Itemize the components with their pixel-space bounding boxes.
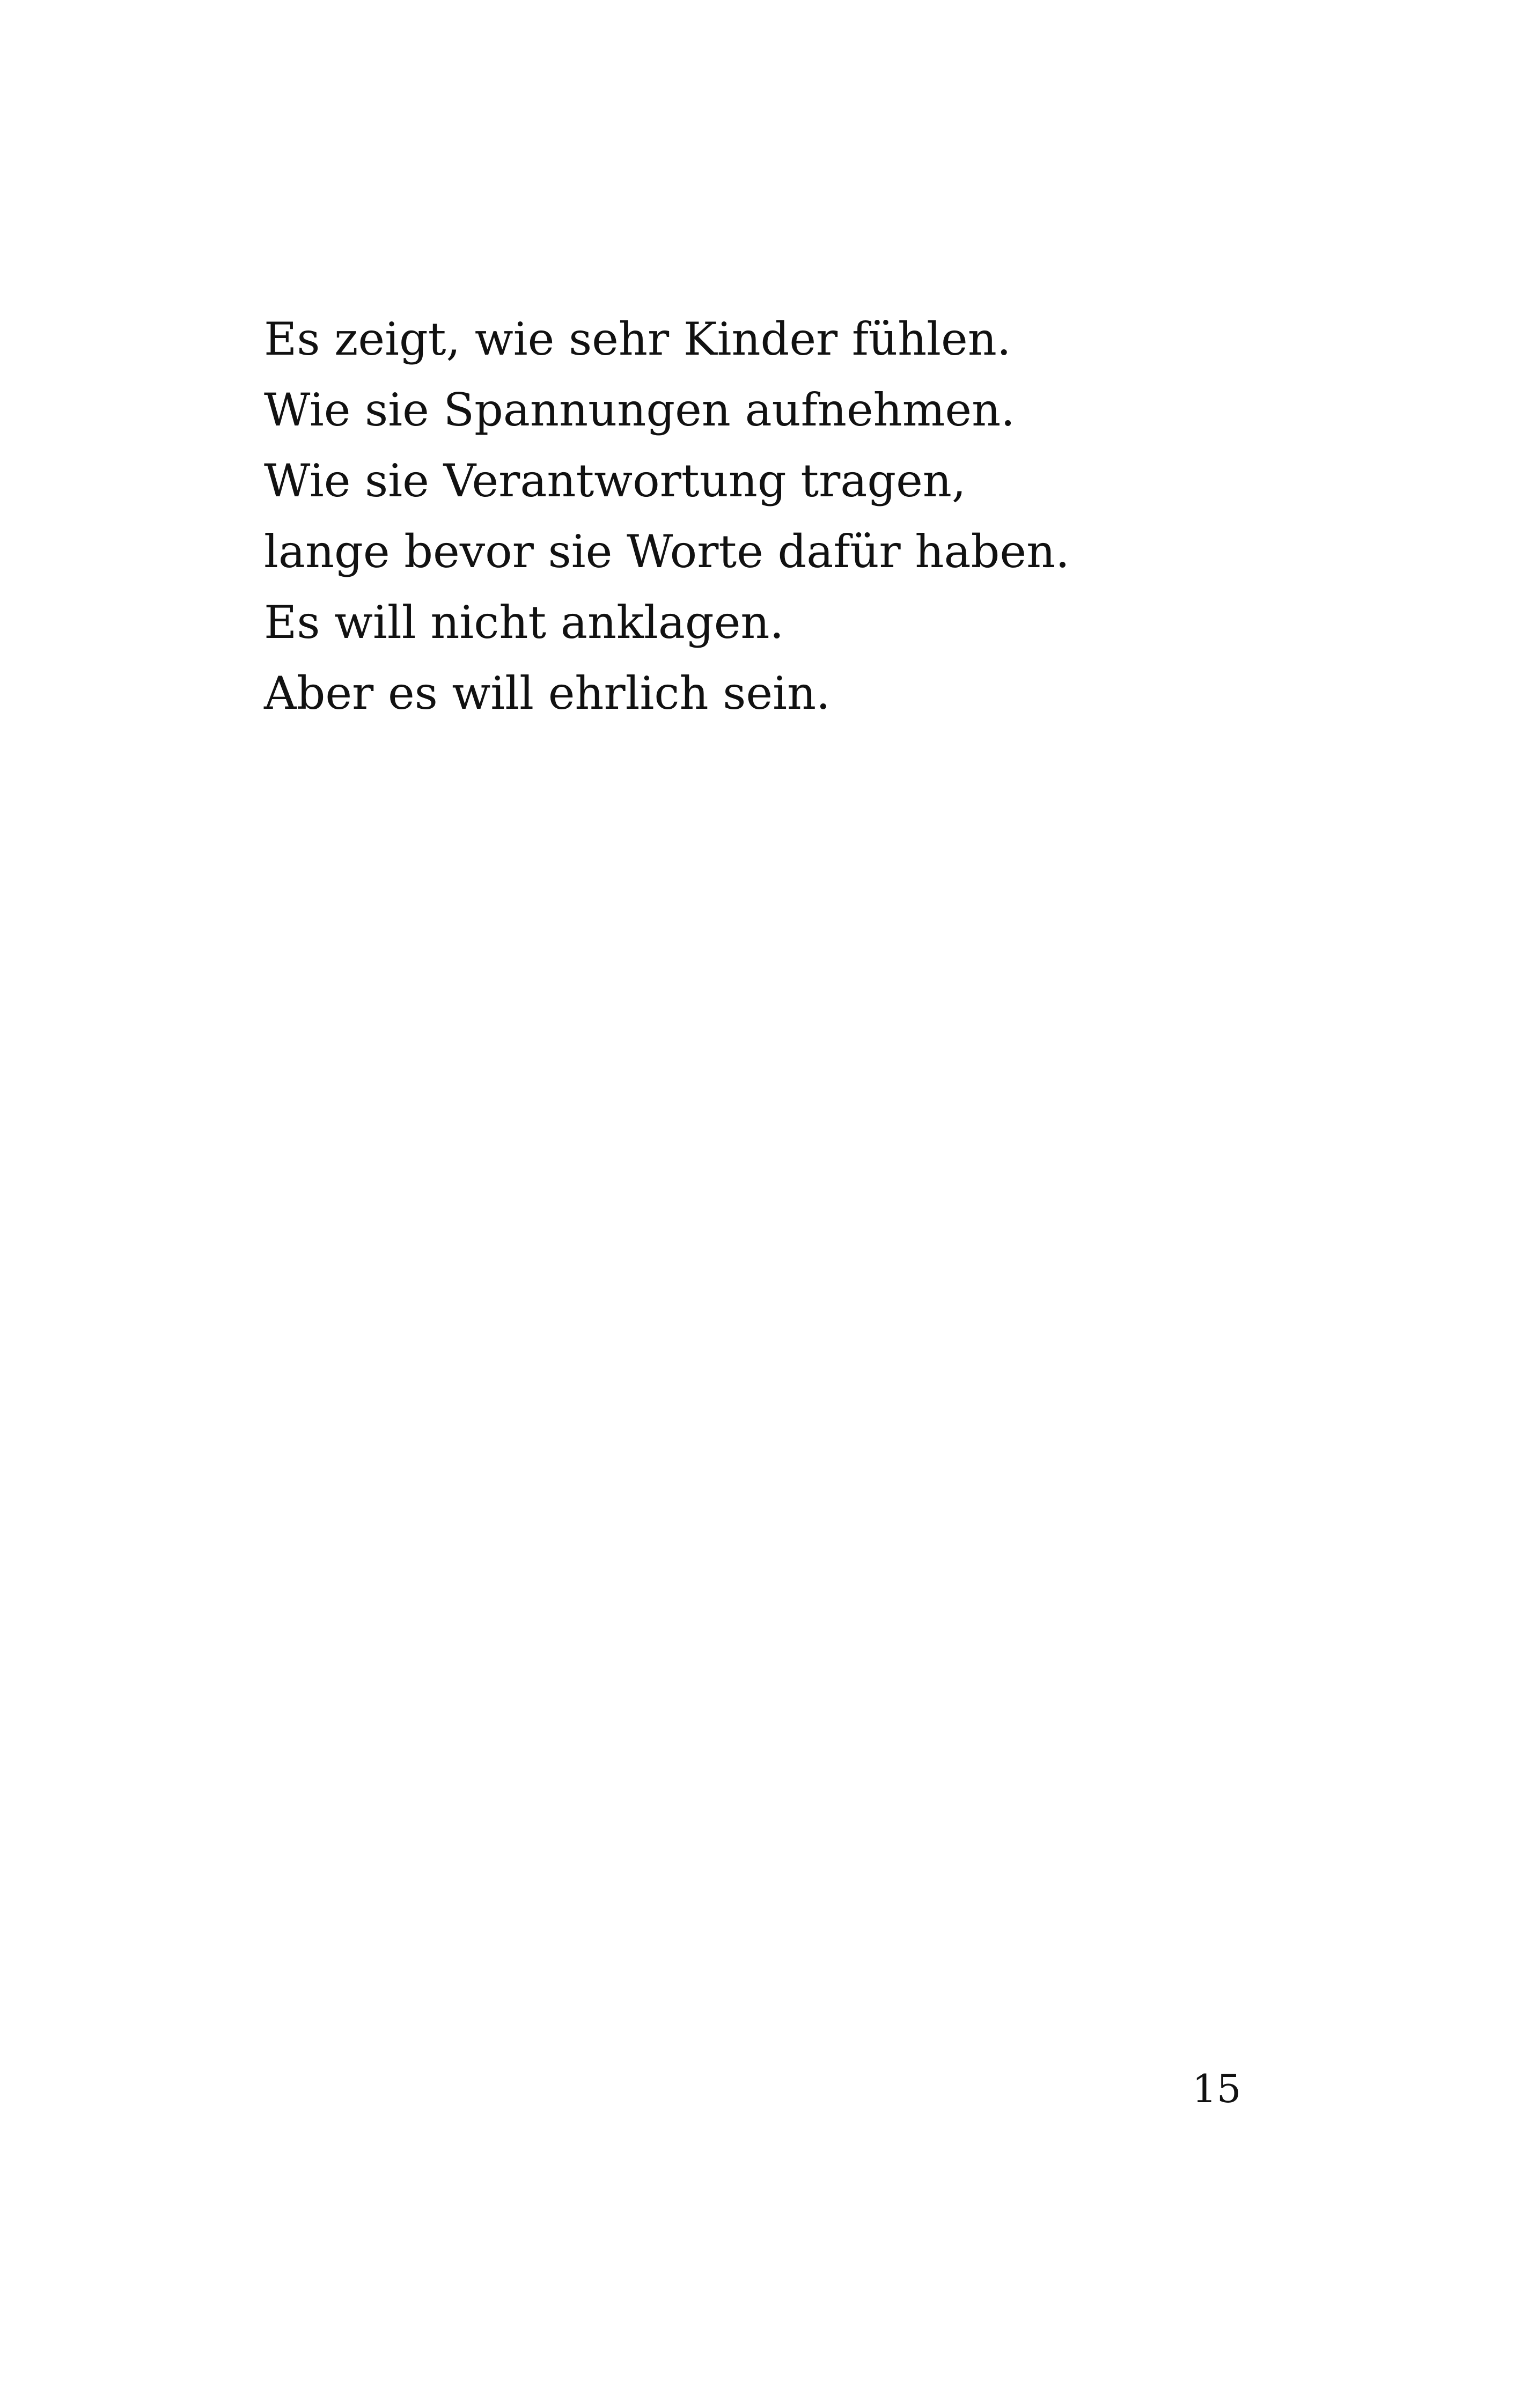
text-line: lange bevor sie Worte dafür haben. (264, 525, 1070, 578)
text-line: Es zeigt, wie sehr Kinder fühlen. (264, 313, 1011, 365)
text-line: Wie sie Spannungen aufnehmen. (264, 384, 1015, 436)
text-line: Wie sie Verantwortung tragen, (264, 454, 966, 507)
text-line: Es will nicht anklagen. (264, 596, 784, 649)
page-number: 15 (1192, 2066, 1241, 2111)
text-line: Aber es will ehrlich sein. (264, 667, 831, 720)
body-text (264, 304, 1337, 729)
